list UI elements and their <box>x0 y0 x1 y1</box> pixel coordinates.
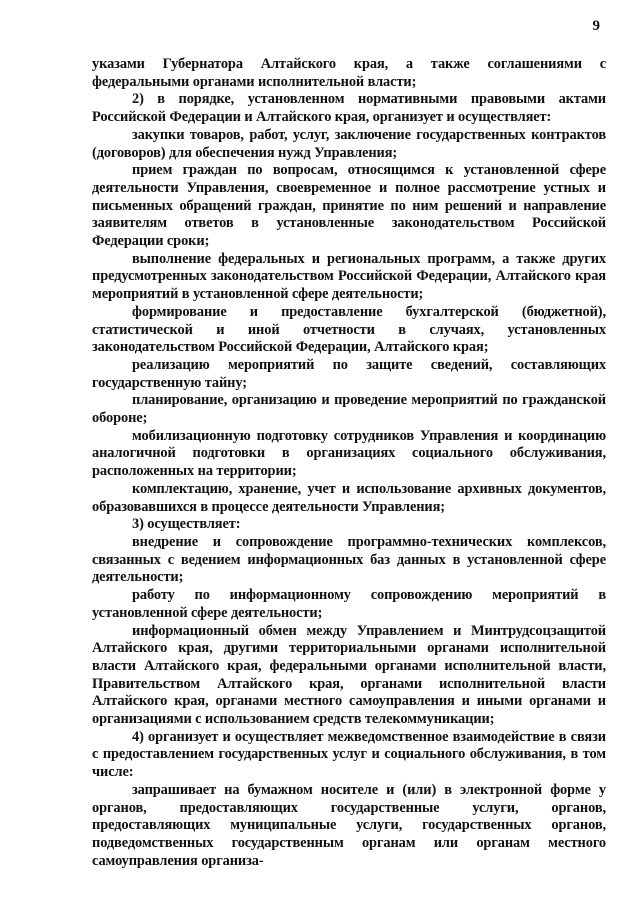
paragraph: планирование, организацию и проведение мероприятий по гражданской обороне; <box>92 392 606 427</box>
paragraph: выполнение федеральных и региональных программ, а также других предусмотренных законодательством Российской Федерации, Алтайского края мероприятий в установленной сфере деятельности; <box>92 250 606 303</box>
paragraph: внедрение и сопровождение программно-технических комплексов, связанных с ведением информационных баз данных в установленной сфере деятельности; <box>92 533 606 586</box>
paragraph: указами Губернатора Алтайского края, а также соглашениями с федеральными органами исполнительной власти; <box>92 56 606 90</box>
paragraph: реализацию мероприятий по защите сведений, составляющих государственную тайну; <box>92 356 606 391</box>
paragraph: информационный обмен между Управлением и Минтрудсоцзащитой Алтайского края, другими территориальными органами исполнительной власти Алтайского края, федеральными органами исполнительной власти, Правительством Алтайского края, органами исполнительной власти Алтайского края, органами местного самоуправления и иными органами и организациями с использованием средств телекоммуникации; <box>92 622 606 728</box>
paragraph: формирование и предоставление бухгалтерской (бюджетной), статистической и иной отчетности в случаях, установленных законодательством Российской Федерации, Алтайского края; <box>92 303 606 356</box>
paragraph: 4) организует и осуществляет межведомственное взаимодействие в связи с предоставлением государственных услуг и социального обслуживания, в том числе: <box>92 728 606 781</box>
paragraph: работу по информационному сопровождению мероприятий в установленной сфере деятельности; <box>92 587 606 621</box>
paragraph: 2) в порядке, установленном нормативными правовыми актами Российской Федерации и Алтайского края, организует и осуществляет: <box>92 91 606 126</box>
paragraph: комплектацию, хранение, учет и использование архивных документов, образовавшихся в процессе деятельности Управления; <box>92 480 606 515</box>
section-heading: 3) осуществляет: <box>132 516 241 533</box>
paragraph: прием граждан по вопросам, относящимся к установленной сфере деятельности Управления, своевременное и полное рассмотрение устных и письменных обращений граждан, принятие по ним решений и направление заявителям ответов в установленные законодательством Российской Федерации сроки; <box>92 162 606 250</box>
paragraph: запрашивает на бумажном носителе и (или) в электронной форме у органов, предоставляющих государственные услуги, органов, предоставляющих муниципальные услуги, государственных органов, подведомственных государственным органам или органам местного самоуправления организа- <box>92 781 606 869</box>
document-body <box>92 56 606 870</box>
page-number: 9 <box>592 18 600 34</box>
paragraph: закупки товаров, работ, услуг, заключение государственных контрактов (договоров) для обеспечения нужд Управления; <box>92 126 606 161</box>
paragraph: мобилизационную подготовку сотрудников Управления и координацию аналогичной подготовки в организациях социального обслуживания, расположенных на территории; <box>92 427 606 480</box>
